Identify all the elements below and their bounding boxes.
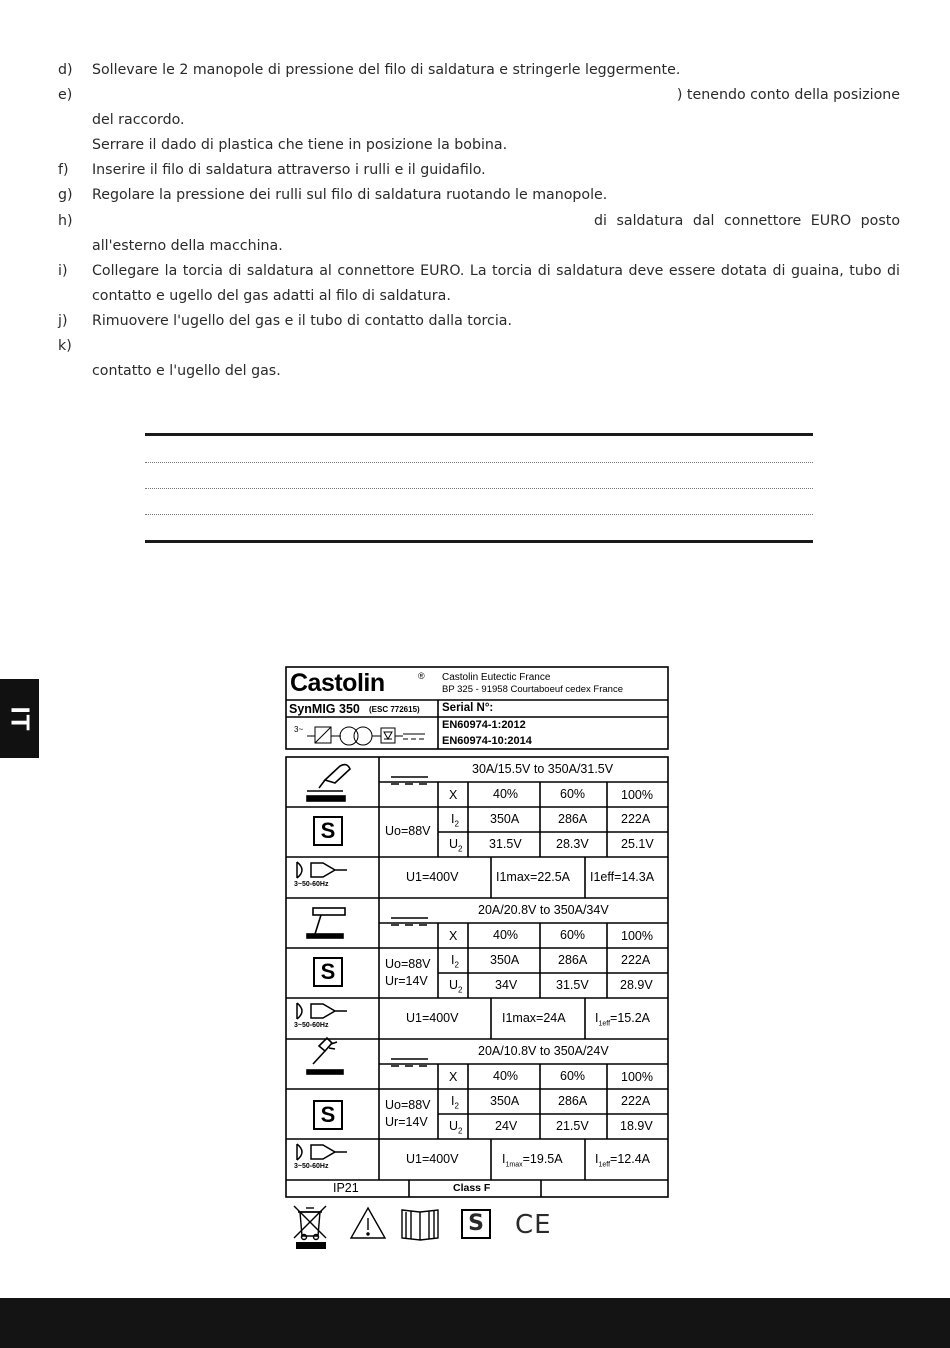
u1-value: U1=400V	[406, 870, 459, 884]
model-code: (ESC 772615)	[369, 705, 420, 714]
u2-100: 25.1V	[621, 837, 654, 851]
step-f	[58, 158, 900, 183]
step-d	[58, 58, 900, 83]
table-row-divider	[145, 462, 813, 463]
step-k	[58, 334, 900, 384]
i2-100: 222A	[621, 812, 651, 826]
u2-40: 34V	[495, 978, 518, 992]
duty-60: 60%	[560, 1069, 586, 1083]
ur-value: Ur=14V	[385, 1115, 428, 1129]
ur-value: Ur=14V	[385, 974, 428, 988]
u2-label: $U_2$	[449, 978, 463, 995]
u2-60: 31.5V	[556, 978, 589, 992]
compliance-icons	[292, 1204, 592, 1254]
step-j	[58, 309, 900, 334]
step-text: del raccordo.	[92, 112, 185, 129]
i1eff-value: I1eff=14.3A	[590, 870, 655, 884]
duty-60: 60%	[560, 928, 586, 942]
step-letter: e)	[58, 87, 73, 104]
table-row-divider	[145, 488, 813, 489]
table-row-divider	[145, 514, 813, 515]
step-letter: g)	[58, 187, 73, 204]
duty-40: 40%	[493, 1069, 519, 1083]
step-letter: i)	[58, 262, 68, 279]
i2-40: 350A	[490, 1094, 520, 1108]
ip-rating: IP21	[333, 1181, 359, 1195]
u2-60: 28.3V	[556, 837, 589, 851]
i2-label: $I_2$	[451, 812, 459, 829]
step-g	[58, 183, 900, 208]
model-name: SynMIG 350	[289, 702, 360, 716]
i2-40: 350A	[490, 812, 520, 826]
duty-60: 60%	[560, 787, 586, 801]
step-text: contatto e ugello del gas adatti al filo di saldatura.	[92, 287, 451, 304]
step-text: Regolare la pressione dei rulli sul filo di saldatura ruotando le manopole.	[92, 187, 608, 204]
uo-value: Uo=88V	[385, 957, 431, 971]
standard-1: EN60974-1:2012	[442, 719, 526, 731]
s-symbol: S	[313, 957, 343, 987]
warning-icon	[351, 1208, 385, 1238]
supply-label: 3~50-60Hz	[294, 1163, 329, 1170]
company-address: BP 325 - 91958 Courtaboeuf cedex France	[442, 684, 623, 695]
u2-60: 21.5V	[556, 1119, 589, 1133]
i1eff-value: $I_{1eff}=15.2A$	[595, 1011, 651, 1028]
i2-label: $I_2$	[451, 953, 459, 970]
step-text: all'esterno della macchina.	[92, 237, 283, 254]
manual-icon	[402, 1210, 438, 1240]
i1max-value: I1max=24A	[502, 1011, 566, 1025]
range-mig: 30A/15.5V to 350A/31.5V	[472, 762, 614, 776]
company-name: Castolin Eutectic France	[442, 672, 551, 683]
u1-value: U1=400V	[406, 1152, 459, 1166]
step-text: Sollevare le 2 manopole di pressione del filo di saldatura e stringerle leggermente.	[92, 62, 681, 78]
i1max-value: $I_{1max}=19.5A$	[502, 1152, 563, 1169]
table-bottom-rule	[145, 540, 813, 543]
instruction-list	[58, 58, 900, 384]
s-symbol: S	[313, 816, 343, 846]
u2-label: $U_2$	[449, 837, 463, 854]
duty-40: 40%	[493, 928, 519, 942]
x-label: X	[449, 788, 458, 802]
x-label: X	[449, 1070, 458, 1084]
x-label: X	[449, 929, 458, 943]
serial-label: Serial N°:	[442, 702, 494, 714]
i2-60: 286A	[558, 1094, 588, 1108]
u2-100: 28.9V	[620, 978, 653, 992]
duty-100: 100%	[621, 929, 653, 943]
step-h	[58, 209, 900, 259]
step-letter: f)	[58, 162, 69, 179]
uo-value: Uo=88V	[385, 824, 431, 838]
range-tig: 20A/20.8V to 350A/34V	[478, 903, 609, 917]
range-mma: 20A/10.8V to 350A/24V	[478, 1044, 609, 1058]
i2-label: $I_2$	[451, 1094, 459, 1111]
supply-label: 3~50-60Hz	[294, 881, 329, 888]
step-text: Inserire il filo di saldatura attraverso i rulli e il guidafilo.	[92, 162, 486, 179]
step-text: ) tenendo conto della posizione	[676, 87, 900, 104]
ce-mark-icon: CE	[515, 1210, 552, 1240]
i2-60: 286A	[558, 812, 588, 826]
registered-mark: ®	[418, 671, 425, 681]
table-top-rule	[145, 433, 813, 436]
i2-100: 222A	[621, 953, 651, 967]
uo-value: Uo=88V	[385, 1098, 431, 1112]
u2-40: 31.5V	[489, 837, 522, 851]
brand-logo: Castolin	[290, 669, 385, 697]
s-symbol: S	[313, 1100, 343, 1130]
step-text: di saldatura dal connettore EURO posto	[594, 212, 900, 229]
s-mark-icon: S	[461, 1209, 491, 1239]
u2-label: $U_2$	[449, 1119, 463, 1136]
supply-label: 3~50-60Hz	[294, 1022, 329, 1029]
language-tab	[0, 679, 39, 758]
phase-label: 3~	[294, 725, 304, 734]
i2-40: 350A	[490, 953, 520, 967]
step-text: contatto e l'ugello del gas.	[92, 363, 281, 380]
duty-100: 100%	[621, 788, 653, 802]
u2-100: 18.9V	[620, 1119, 653, 1133]
i1max-value: I1max=22.5A	[496, 870, 571, 884]
step-letter: h)	[58, 212, 73, 229]
i1eff-value: $I_{1eff}=12.4A$	[595, 1152, 651, 1169]
i2-60: 286A	[558, 953, 588, 967]
duty-40: 40%	[493, 787, 519, 801]
step-letter: j)	[58, 312, 68, 329]
step-text: Collegare la torcia di saldatura al connettore EURO. La torcia di saldatura deve essere dotata di guaina, tubo di	[92, 262, 900, 279]
step-text: Serrare il dado di plastica che tiene in posizione la bobina.	[92, 137, 508, 154]
i2-100: 222A	[621, 1094, 651, 1108]
language-tab-label: IT	[5, 705, 35, 732]
step-letter: k)	[58, 338, 72, 355]
insulation-class: Class F	[453, 1182, 491, 1194]
standard-2: EN60974-10:2014	[442, 735, 532, 747]
u2-40: 24V	[495, 1119, 518, 1133]
step-i	[58, 259, 900, 309]
rating-plate	[285, 666, 671, 1211]
duty-100: 100%	[621, 1070, 653, 1084]
footer-bar	[0, 1298, 950, 1348]
step-letter: d)	[58, 62, 73, 78]
step-e	[58, 83, 900, 158]
u1-value: U1=400V	[406, 1011, 459, 1025]
step-text: Rimuovere l'ugello del gas e il tubo di contatto dalla torcia.	[92, 312, 512, 329]
